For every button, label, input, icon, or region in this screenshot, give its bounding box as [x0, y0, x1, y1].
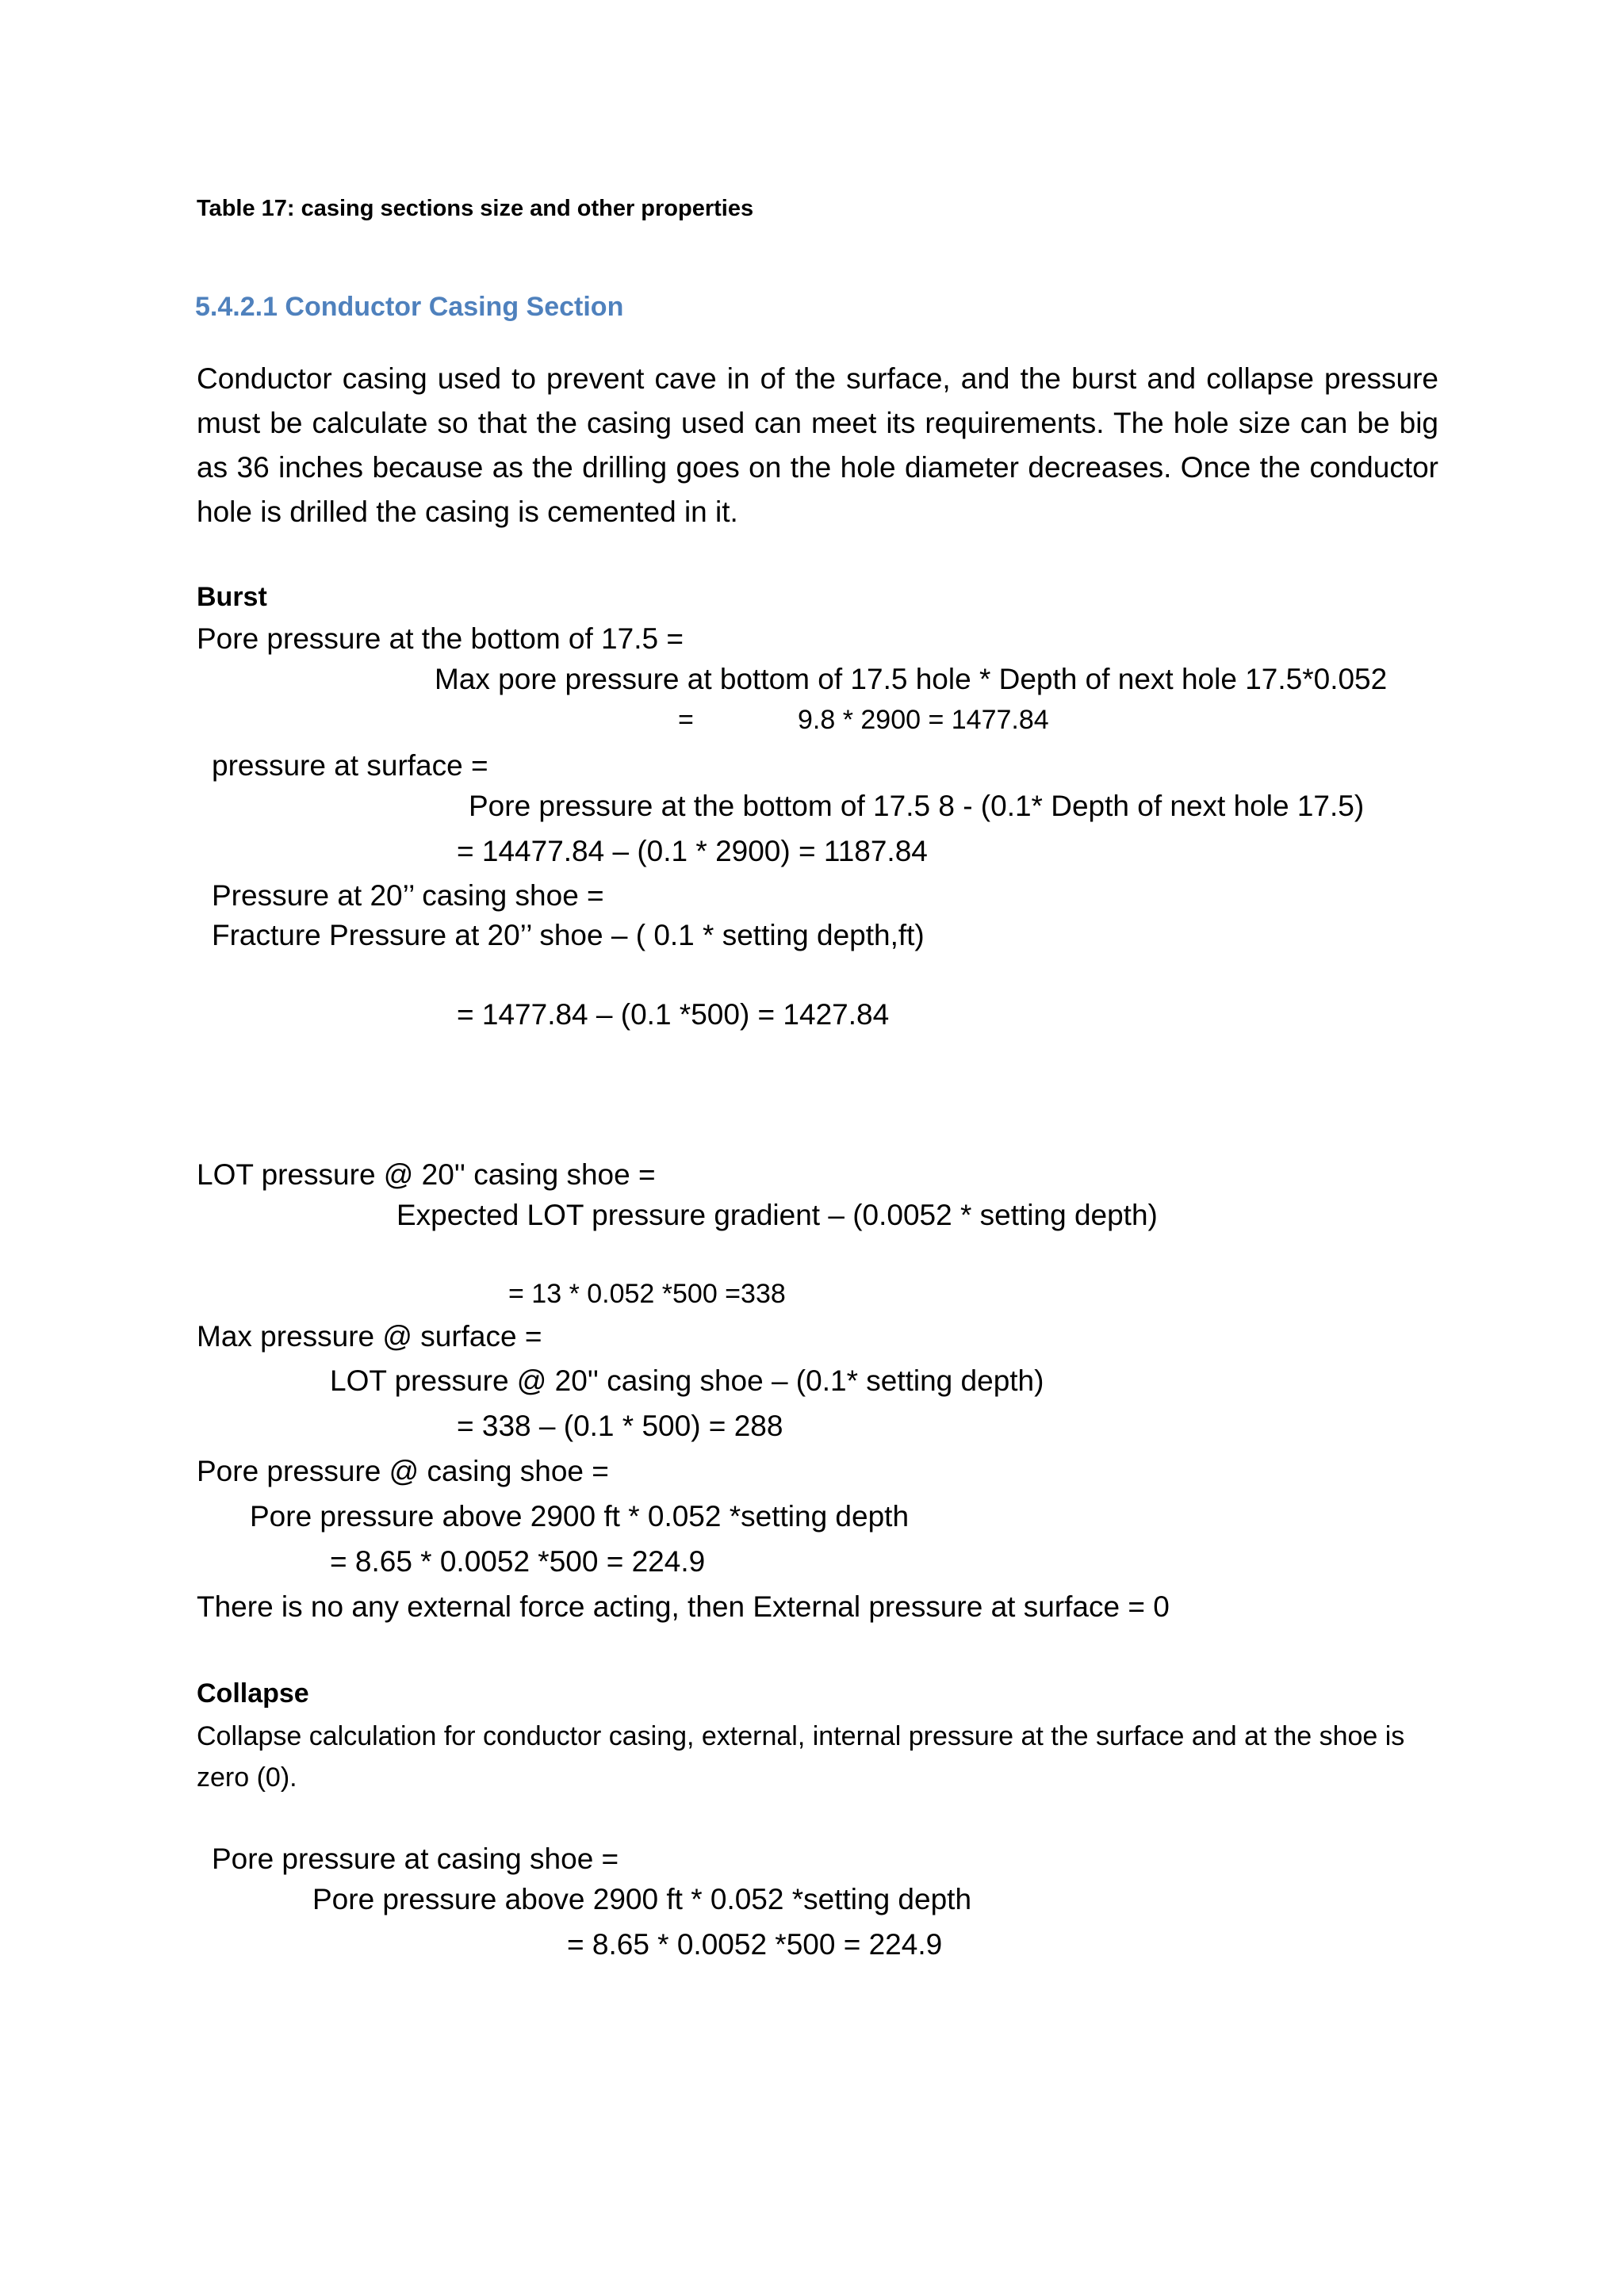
burst-line: = 8.65 * 0.0052 *500 = 224.9: [330, 1545, 706, 1578]
collapse-line: = 8.65 * 0.0052 *500 = 224.9: [567, 1928, 943, 1961]
burst-heading: Burst: [197, 582, 267, 612]
burst-line: = 14477.84 – (0.1 * 2900) = 1187.84: [457, 835, 928, 867]
collapse-line: Pore pressure at casing shoe =: [212, 1843, 619, 1875]
burst-line: 9.8 * 2900 = 1477.84: [798, 705, 1049, 735]
burst-line: Max pressure @ surface =: [197, 1320, 542, 1353]
burst-line: LOT pressure @ 20'' casing shoe – (0.1* setting depth): [330, 1364, 1044, 1397]
burst-line: Pore pressure above 2900 ft * 0.052 *setting depth: [250, 1500, 910, 1533]
burst-line: = 13 * 0.052 *500 =338: [508, 1279, 786, 1309]
burst-line: Pressure at 20’’ casing shoe =: [212, 879, 604, 912]
section-heading: 5.4.2.1 Conductor Casing Section: [195, 292, 624, 322]
burst-line: Pore pressure at the bottom of 17.5 8 - (0.1* Depth of next hole 17.5): [469, 790, 1365, 822]
collapse-line: Pore pressure above 2900 ft * 0.052 *setting depth: [312, 1883, 972, 1915]
burst-line: Expected LOT pressure gradient – (0.0052 * setting depth): [396, 1199, 1158, 1231]
table-caption: Table 17: casing sections size and other properties: [197, 196, 754, 221]
burst-line: Max pore pressure at bottom of 17.5 hole * Depth of next hole 17.5*0.052: [435, 663, 1388, 695]
burst-line: pressure at surface =: [212, 749, 488, 782]
burst-line: There is no any external force acting, then External pressure at surface = 0: [197, 1590, 1170, 1623]
intro-paragraph: Conductor casing used to prevent cave in of the surface, and the burst and collapse pressure must be calculate so that the casing used can meet its requirements. The hole size can be big as 36 inches because as the drilling goes on the hole diameter decreases. Once the conductor hole is drilled the casing is cemented in it.: [197, 362, 1438, 528]
burst-line: = 338 – (0.1 * 500) = 288: [457, 1410, 783, 1442]
burst-line: Pore pressure @ casing shoe =: [197, 1455, 609, 1487]
collapse-heading: Collapse: [197, 1678, 309, 1709]
burst-line: = 1477.84 – (0.1 *500) = 1427.84: [457, 998, 890, 1031]
collapse-paragraph: Collapse calculation for conductor casing, external, internal pressure at the surface and at the shoe is zero (0).: [197, 1721, 1405, 1793]
burst-line: Fracture Pressure at 20’’ shoe – ( 0.1 * setting depth,ft): [212, 919, 925, 951]
burst-line: Pore pressure at the bottom of 17.5 =: [197, 622, 684, 655]
burst-line: LOT pressure @ 20'' casing shoe =: [197, 1158, 656, 1191]
burst-line: =: [678, 705, 694, 735]
